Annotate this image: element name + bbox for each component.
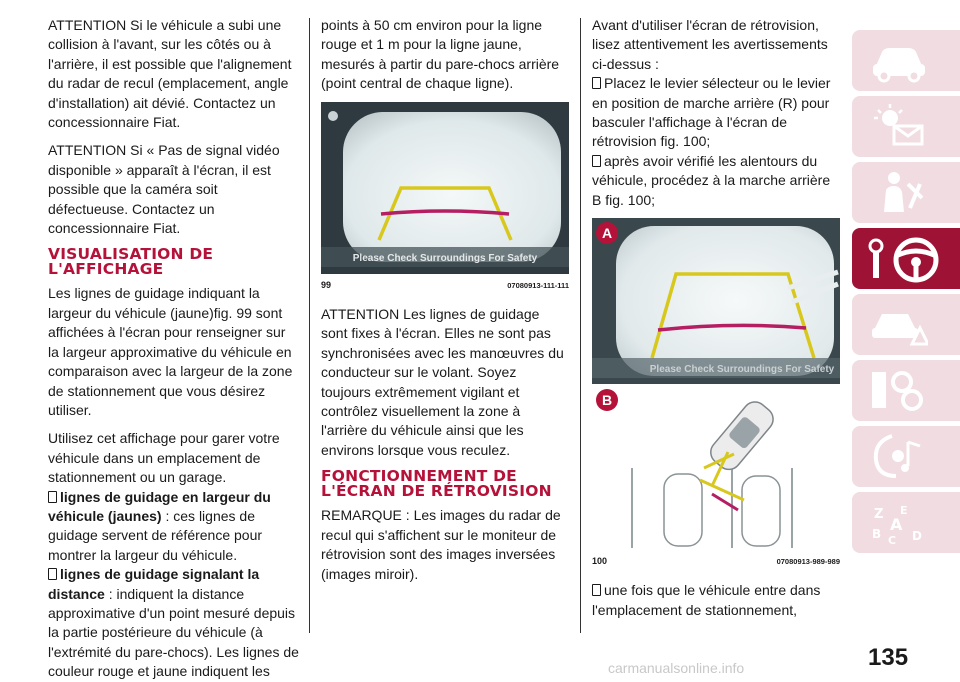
checkbox-bullet-icon: [592, 584, 601, 596]
tab-multimedia[interactable]: [852, 426, 960, 487]
paragraph-mirror-images: REMARQUE : Les images du radar de recul qui s'affichent sur le moniteur de rétrovision sont des images inversées (images miroir).: [321, 507, 561, 582]
svg-text:C: C: [888, 534, 897, 546]
svg-text:E: E: [900, 504, 908, 517]
figure-99-image: [321, 102, 569, 274]
tab-car[interactable]: [852, 30, 960, 91]
column-divider-2: [580, 18, 581, 633]
page-number: 135: [868, 644, 909, 671]
paragraph-usage: Utilisez cet affichage pour garer votre véhicule dans un emplacement de stationnement ou un garage.: [48, 430, 280, 486]
list-item-distance-lines: lignes de guidage signalant la distance : indiquent la distance approximative d'un point mesuré depuis la partie postérieure du véhicule (à l'extrémité du pare-chocs). Les lignes de couleur rouge et jaune indiquent les: [48, 566, 299, 680]
checkbox-bullet-icon: [48, 568, 57, 580]
svg-text:Z: Z: [874, 507, 884, 522]
column-2: [321, 16, 568, 593]
list-item-enters-space: une fois que le véhicule entre dans l'emplacement de stationnement,: [592, 582, 821, 618]
tab-service[interactable]: [852, 360, 960, 421]
chapter-tabs: [852, 30, 960, 558]
column-3: [592, 16, 840, 620]
heading-fonctionnement: FONCTIONNEMENT DE L'ÉCRAN DE RÉTROVISION: [321, 467, 552, 501]
paragraph-before-use: Avant d'utiliser l'écran de rétrovision, lisez attentivement les avertissements ci-dessus :: [592, 17, 828, 72]
figure-100-code: 07080913-989-989: [776, 557, 840, 567]
tab-emergency[interactable]: [852, 294, 960, 355]
steering-wheel-key-icon: [868, 234, 948, 284]
parked-car-right: [742, 476, 780, 546]
multimedia-icon: [868, 432, 928, 480]
label-a: A: [601, 225, 613, 242]
warning-lights-icon: [868, 102, 928, 150]
figure-99-caption: [321, 276, 569, 295]
airbag-safety-icon: [868, 168, 928, 216]
warning-collision: ATTENTION Si le véhicule a subi une collision à l'avant, sur les côtés ou à l'arrière, il est possible que l'alignement du radar de recul (emplacement, angle d'installation) ait dévié. Contactez un concessionnaire Fiat.: [48, 17, 292, 131]
gears-service-icon: [868, 366, 928, 414]
tab-safety[interactable]: [852, 162, 960, 223]
checkbox-bullet-icon: [592, 155, 601, 167]
list-item-reverse: après avoir vérifié les alentours du véhicule, procédez à la marche arrière B fig. 100;: [592, 152, 831, 208]
paragraph-guidelines: Les lignes de guidage indiquant la largeur du véhicule (jaune)fig. 99 sont affichées à l'écran pour renseigner sur la largeur approximative du véhicule en comparaison avec la largeur de la zone de stationnement que vous désirez utiliser.: [48, 285, 293, 418]
watermark: carmanualsonline.info: [608, 660, 745, 676]
label-b: B: [601, 392, 613, 409]
figure-99-number: 99: [321, 279, 332, 290]
car-icon: [868, 36, 928, 84]
svg-text:D: D: [912, 529, 922, 543]
figure-100-banner: Please Check Surroundings For Safety: [649, 364, 835, 376]
column-1: [48, 16, 300, 682]
list-item-select-reverse: Placez le levier sélecteur ou le levier en position de marche arrière (R) pour basculer l'affichage à l'écran de rétrovision fig. 100;: [592, 75, 831, 150]
figure-100-caption: [592, 552, 840, 571]
figure-100: [592, 218, 840, 571]
index-letters-icon: [868, 498, 928, 546]
warning-no-signal: ATTENTION Si « Pas de signal vidéo disponible » apparaît à l'écran, il est possible que la caméra soit défectueuse. Contactez un concessionnaire Fiat.: [48, 142, 280, 237]
figure-99-code: 07080913-111-111: [507, 280, 569, 290]
column-divider-1: [309, 18, 310, 633]
heading-visualisation: VISUALISATION DE L'AFFICHAGE: [48, 245, 214, 279]
svg-text:B: B: [872, 527, 882, 541]
paragraph-line-distances: points à 50 cm environ pour la ligne rouge et 1 m pour la ligne jaune, mesurés à partir du pare-chocs arrière (point central de chaque ligne).: [321, 17, 560, 92]
figure-99-banner: Please Check Surroundings For Safety: [352, 252, 538, 264]
figure-100-image: [592, 218, 840, 550]
warning-fixed-lines: ATTENTION Les lignes de guidage sont fixes à l'écran. Elles ne sont pas synchronisées avec les manœuvres du conducteur sur le volant. Soyez toujours extrêmement vigilant et contrôlez visuellement la zone à l'arrière du véhicule ainsi que les environs lorsque vous reculez.: [321, 306, 564, 458]
parked-car-left: [664, 474, 702, 546]
tab-warning-lights[interactable]: [852, 96, 960, 157]
breakdown-icon: [868, 300, 928, 348]
list-item-width-lines: lignes de guidage en largeur du véhicule (jaunes) : ces lignes de guidage servent de référence pour montrer la largeur du véhicule.: [48, 488, 271, 563]
tab-index[interactable]: [852, 492, 960, 553]
tab-starting-driving[interactable]: [852, 228, 960, 289]
checkbox-bullet-icon: [592, 77, 601, 89]
svg-text:A: A: [890, 515, 903, 534]
checkbox-bullet-icon: [48, 491, 57, 503]
figure-100-number: 100: [592, 556, 608, 567]
figure-99: [321, 102, 569, 295]
